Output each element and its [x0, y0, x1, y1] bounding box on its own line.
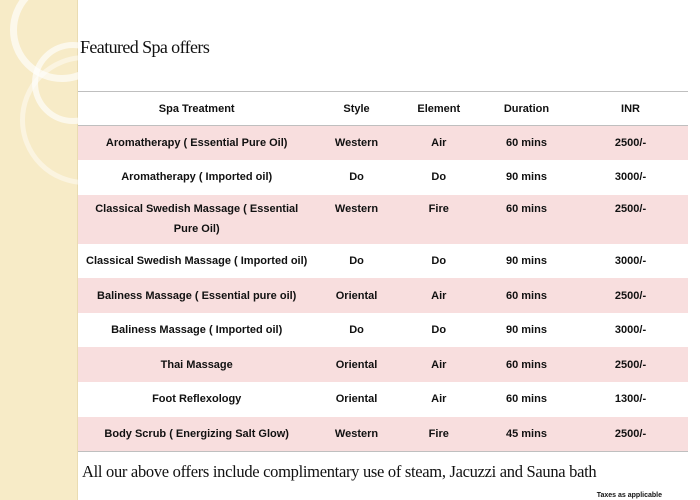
table-row [78, 347, 688, 382]
header-duration: Duration [480, 92, 573, 126]
table-header-row [78, 92, 688, 126]
cell-duration: 90 mins [505, 171, 547, 184]
cell-treatment: Classical Swedish Massage ( Imported oil) [86, 254, 308, 267]
decorative-side-panel [0, 0, 78, 500]
cell-duration: 45 mins [505, 427, 547, 440]
cell-style: Western [334, 427, 379, 440]
table-row [78, 313, 688, 348]
header-style: Style [315, 92, 397, 126]
cell-duration: 90 mins [505, 324, 547, 337]
cell-element: Do [431, 324, 447, 337]
cell-price: 3000/- [614, 171, 647, 184]
cell-style: Oriental [335, 393, 378, 406]
cell-duration: 60 mins [505, 358, 547, 371]
table-row [78, 278, 688, 313]
cell-style: Do [349, 171, 364, 184]
decorative-swirl [20, 55, 78, 185]
cell-treatment: Classical Swedish Massage ( Essential Pure Oil) [95, 202, 299, 235]
cell-price: 3000/- [614, 254, 647, 267]
header-inr: INR [573, 92, 688, 126]
cell-element: Air [431, 137, 447, 150]
cell-element: Air [431, 289, 447, 302]
table-row [78, 195, 688, 244]
cell-treatment: Thai Massage [160, 358, 233, 371]
cell-price: 2500/- [614, 289, 647, 302]
cell-treatment: Foot Reflexology [152, 393, 242, 406]
cell-style: Western [334, 202, 379, 215]
complimentary-note: All our above offers include complimentary use of steam, Jacuzzi and Sauna bath [82, 462, 597, 481]
cell-element: Air [431, 393, 447, 406]
cell-duration: 60 mins [505, 289, 547, 302]
table-row [78, 382, 688, 417]
cell-style: Oriental [335, 289, 378, 302]
cell-style: Western [334, 137, 379, 150]
cell-element: Fire [428, 427, 449, 440]
cell-treatment: Baliness Massage ( Imported oil) [111, 324, 283, 337]
cell-element: Air [431, 358, 447, 371]
cell-element: Do [431, 254, 447, 267]
cell-price: 2500/- [614, 137, 647, 150]
cell-style: Do [349, 254, 364, 267]
cell-price: 2500/- [614, 202, 647, 215]
cell-treatment: Aromatherapy ( Essential Pure Oil) [105, 137, 288, 150]
cell-element: Do [431, 171, 447, 184]
cell-element: Fire [428, 202, 449, 215]
cell-price: 3000/- [614, 324, 647, 337]
cell-treatment: Body Scrub ( Energizing Salt Glow) [104, 427, 289, 440]
cell-style: Oriental [335, 358, 378, 371]
header-spa-treatment: Spa Treatment [78, 92, 315, 126]
cell-duration: 60 mins [505, 393, 547, 406]
cell-price: 1300/- [614, 393, 647, 406]
table-row [78, 417, 688, 452]
table-row [78, 160, 688, 195]
cell-treatment: Baliness Massage ( Essential pure oil) [97, 289, 297, 302]
page-title: Featured Spa offers [80, 37, 210, 57]
cell-duration: 60 mins [505, 202, 547, 215]
cell-duration: 60 mins [505, 137, 547, 150]
spa-offers-table [78, 91, 688, 452]
cell-duration: 90 mins [505, 254, 547, 267]
table-row [78, 244, 688, 279]
taxes-note: Taxes as applicable [596, 492, 662, 499]
cell-price: 2500/- [614, 358, 647, 371]
cell-price: 2500/- [614, 427, 647, 440]
header-element: Element [398, 92, 480, 126]
cell-style: Do [349, 324, 364, 337]
table-row [78, 126, 688, 161]
cell-treatment: Aromatherapy ( Imported oil) [121, 171, 273, 184]
